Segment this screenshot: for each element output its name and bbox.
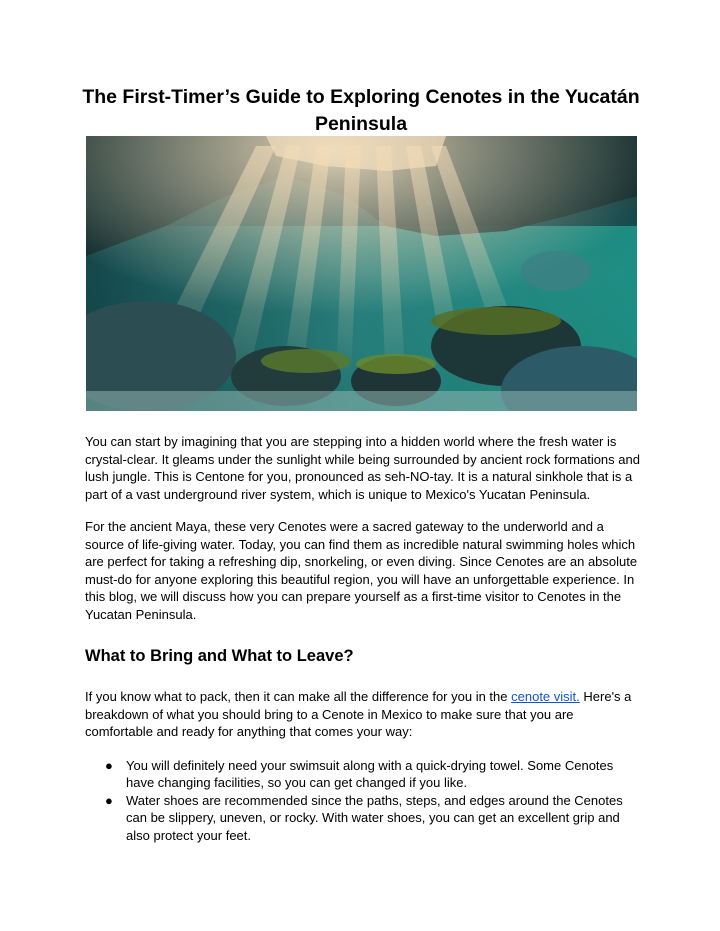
hero-image — [86, 136, 637, 411]
page-title: The First-Timer’s Guide to Exploring Cenotes in the Yucatán Peninsula — [82, 86, 640, 135]
intro-text-after-link: Here's a breakdown of what you should bring to a Cenote in Mexico to make sure that you are comfortable and ready for anything that comes your way: — [85, 689, 632, 740]
cenote-visit-link[interactable]: cenote visit. — [511, 689, 580, 704]
list-item — [85, 792, 645, 844]
maya-paragraph: For the ancient Maya, these very Cenotes were a sacred gateway to the underworld and a source of life-giving water. Today, you can find them as incredible natural swimming holes which are perfect for taking a refreshing dip, snorkeling, or even diving. Since Cenotes are an absolute must-do for anyone exploring this beautiful region, you will have an unforgettable experience. In this blog, we will discuss how you can prepare yourself as a first-time visitor to Cenotes in the Yucatan Peninsula. — [85, 519, 638, 622]
section-heading: What to Bring and What to Leave? — [85, 647, 354, 665]
packing-list — [85, 757, 645, 844]
section-intro-paragraph — [85, 688, 645, 741]
list-item — [85, 757, 645, 792]
list-item-text: Water shoes are recommended since the paths, steps, and edges around the Cenotes can be slippery, uneven, or rocky. With water shoes, you can get an excellent grip and also protect your feet. — [126, 792, 623, 843]
cenote-illustration — [86, 136, 637, 411]
bullet-icon: ● — [105, 792, 113, 808]
intro-text-before-link: If you know what to pack, then it can make all the difference for you in the — [85, 689, 512, 704]
intro-paragraph: You can start by imagining that you are stepping into a hidden world where the fresh water is crystal-clear. It gleams under the sunlight while being surrounded by ancient rock formations and lush jungle. This is Centone for you, pronounced as seh-NO-tay. It is a natural sinkhole that is a part of a vast underground river system, which is unique to Mexico's Yucatan Peninsula. — [85, 434, 640, 502]
bullet-icon: ● — [105, 758, 113, 773]
list-item-text: You will definitely need your swimsuit along with a quick-drying towel. Some Cenotes have changing facilities, so you can get changed if you like. — [126, 758, 614, 791]
